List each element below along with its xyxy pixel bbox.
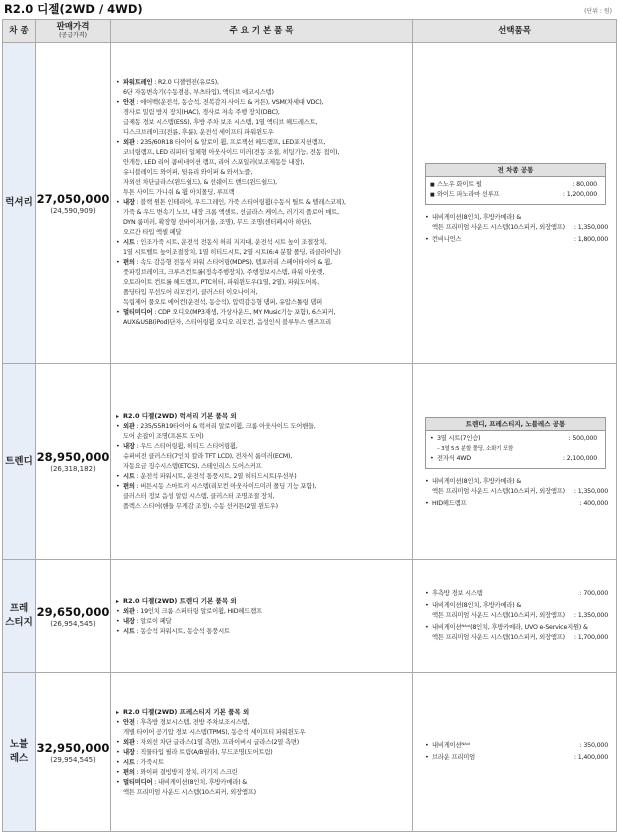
option-list bbox=[417, 589, 612, 643]
item-line bbox=[116, 607, 408, 617]
trim-name: 트렌디 bbox=[3, 364, 36, 560]
item-category: 시트 bbox=[123, 758, 135, 766]
option-label: ■ 와이드 파노라마 선루프 bbox=[437, 191, 500, 198]
item-continuation: 독립제어 풀오토 에어컨(운전석, 동승석), 압력감응형 댐퍼, 유압스톨링 댐퍼 bbox=[123, 299, 323, 306]
item-text: : 직물타입 필라 트림(A/B필라), 무드조명(도어트림) bbox=[134, 748, 273, 756]
item-text: : 후측방 경보시스템, 전방 주차보조시스템, bbox=[134, 718, 250, 726]
option-price: : 350,000 bbox=[579, 741, 608, 751]
trim-name-line: 스티지 bbox=[5, 617, 33, 628]
item-line bbox=[116, 308, 408, 318]
trim-name-line: 프레 bbox=[9, 603, 29, 614]
item-line bbox=[116, 138, 408, 148]
option-item bbox=[430, 180, 601, 190]
option-label: • 내비게이션(8인치, 후방카메라) & bbox=[432, 602, 522, 609]
header-options: 선택품목 bbox=[413, 20, 617, 43]
option-price: : 1,350,000 bbox=[574, 487, 608, 497]
item-continuation: 풋파킹브레이크, 크루즈컨트롤(정속주행장치), 주행정보시스템, 파워 아웃렛, bbox=[123, 269, 325, 276]
item-continuation: 경사로 밀림 방지 장치(HAC), 경사로 저속 주행 장치(DBC), bbox=[123, 109, 280, 116]
item-text: : 에어백(운전석, 동승석, 전복감지 사이드 & 커튼), VSM(차세대 VDC), bbox=[134, 99, 324, 106]
item-line bbox=[116, 718, 408, 728]
item-line bbox=[116, 617, 408, 627]
option-label: • 3열 시트(7인승) bbox=[437, 434, 481, 442]
trim-name-line: 노블 bbox=[9, 739, 29, 750]
basic-items-cell bbox=[111, 673, 413, 832]
option-item bbox=[425, 589, 612, 599]
item-category: 편의 bbox=[123, 483, 135, 490]
item-line bbox=[116, 768, 408, 778]
header-price-label: 판매가격 bbox=[56, 22, 90, 32]
option-item bbox=[430, 190, 601, 200]
option-price: : 2,100,000 bbox=[563, 454, 597, 464]
item-text: : 우드 스티어링휠, 히티드 스티어링휠, bbox=[134, 443, 238, 450]
basic-items-cell bbox=[111, 43, 413, 364]
item-continuation: 플렉스 스티어(핸들 무게감 조정), 수동 선커튼(2열 윈도우) bbox=[123, 503, 278, 510]
option-item bbox=[425, 487, 612, 497]
item-category: 외관 bbox=[123, 423, 135, 430]
item-category: 안전 bbox=[123, 718, 135, 726]
trim-name bbox=[3, 560, 36, 673]
options-cell bbox=[413, 673, 617, 832]
option-list bbox=[417, 477, 612, 509]
basic-items-cell bbox=[111, 364, 413, 560]
price-cell bbox=[36, 673, 111, 832]
option-label: • 내비게이션ᴺᴬᵛᴵ(8인치, 후방카메라, UVO e-Service지원) & bbox=[432, 624, 588, 631]
table-row bbox=[3, 560, 617, 673]
option-item bbox=[425, 477, 612, 487]
table-row bbox=[3, 364, 617, 560]
option-price: : 1,800,000 bbox=[574, 235, 608, 245]
sale-price: 27,050,000 bbox=[36, 191, 110, 206]
item-category: 내장 bbox=[123, 199, 135, 206]
option-price: : 700,000 bbox=[579, 589, 608, 599]
common-options-body bbox=[426, 431, 605, 468]
option-item bbox=[425, 601, 612, 611]
item-line bbox=[116, 198, 408, 208]
option-price: : 1,200,000 bbox=[563, 190, 597, 200]
trim-name: 럭셔리 bbox=[3, 43, 36, 364]
common-options-title: 트렌디, 프레스티지, 노블레스 공통 bbox=[426, 418, 605, 431]
item-text: : 235/55R19타이어 & 럭셔리 알로이휠, 크롬 아웃사이드 도어핸들, bbox=[134, 423, 316, 430]
item-text: : 동승석 파워시트, 동승석 통풍시트 bbox=[134, 627, 230, 635]
item-text: : 자외선 차단 글라스(1열 측면), 프라이버시 글라스(2열 측면) bbox=[134, 738, 299, 746]
option-price: : 1,350,000 bbox=[574, 611, 608, 621]
item-continuation: 유니블레이드 와이퍼, 뒷유리 와이퍼 & 와셔노즐, bbox=[123, 169, 253, 176]
price-table bbox=[2, 19, 617, 832]
options-cell bbox=[413, 43, 617, 364]
item-continuation: AUX&USB(iPod)단자, 스티어링휠 오디오 리모컨, 음성인식 블루투스 핸즈프리 bbox=[123, 319, 332, 326]
item-text: : 내비게이션(8인치, 후방카메라) & bbox=[152, 778, 247, 786]
item-continuation: DYN 룸미러, 확장형 선바이저(거울, 조명), 무드 조명(센터페시아 하단), bbox=[123, 219, 312, 226]
item-text: : 가죽시트 bbox=[134, 758, 164, 766]
common-options-box bbox=[425, 417, 606, 469]
option-label: 액튼 프리미엄 사운드 시스템(10스피커, 외장앰프) bbox=[432, 634, 565, 641]
supply-price: (29,954,545) bbox=[50, 755, 96, 764]
option-price: : 400,000 bbox=[579, 499, 608, 509]
option-item bbox=[425, 633, 612, 643]
item-continuation: 액튼 프리미엄 사운드 시스템(10스피커, 외장앰프) bbox=[123, 788, 256, 796]
table-header-row bbox=[3, 20, 617, 43]
item-line bbox=[116, 258, 408, 268]
item-continuation: 자외선 차단글라스(윈드쉴드), & 선쉐이드 밴드(윈드쉴드), bbox=[123, 179, 277, 186]
item-continuation: 코너링램프, LED 리피터 일체형 아웃사이드 미러(전동 조절, 히팅기능, 전동 접이), bbox=[123, 149, 340, 156]
header-trim: 차 종 bbox=[3, 20, 36, 43]
item-category: 편의 bbox=[123, 259, 135, 266]
item-line bbox=[116, 422, 408, 432]
item-line bbox=[116, 482, 408, 492]
page-title: R2.0 디젤(2WD / 4WD) bbox=[4, 2, 143, 16]
item-category: 내장 bbox=[123, 617, 135, 625]
item-line bbox=[116, 98, 408, 108]
header-price bbox=[36, 20, 111, 43]
option-item bbox=[425, 213, 612, 223]
item-category: 외관 bbox=[123, 738, 135, 746]
item-line bbox=[116, 778, 408, 788]
item-text: : 19인치 크롬 스퍼터링 알로이휠, HID헤드램프 bbox=[134, 607, 262, 615]
item-category: 안전 bbox=[123, 99, 135, 106]
option-label: 액튼 프리미엄 사운드 시스템(10스피커, 외장앰프) bbox=[432, 487, 565, 495]
option-label: • 내비게이션(8인치, 후방카메라) & bbox=[432, 477, 522, 485]
option-item bbox=[425, 611, 612, 621]
item-continuation: 개별 타이어 공기압 경보 시스템(TPMS), 동승석 세이프티 파워윈도우 bbox=[123, 728, 306, 736]
table-row bbox=[3, 43, 617, 364]
basic-items-cell bbox=[111, 560, 413, 673]
price-cell bbox=[36, 560, 111, 673]
items-heading: ▸ R2.0 디젤(2WD) 프레스티지 기본 품목 외 bbox=[116, 707, 408, 718]
item-category: 멀티미디어 bbox=[123, 309, 153, 316]
option-label: • 전자식 4WD bbox=[437, 454, 471, 462]
item-text: : 버튼시동 스마트키 시스템(리모컨 아웃사이드미러 폴딩 기능 포함), bbox=[134, 483, 317, 490]
option-label: • 브라운 프리미엄 bbox=[432, 754, 475, 761]
item-line bbox=[116, 238, 408, 248]
option-label: 액튼 프리미엄 사운드 시스템(10스피커, 외장앰프) bbox=[432, 612, 565, 619]
supply-price: (24,590,909) bbox=[50, 206, 96, 215]
sale-price: 28,950,000 bbox=[36, 450, 110, 464]
item-category: 파워트레인 bbox=[123, 79, 153, 86]
option-price: : 80,000 bbox=[572, 180, 597, 190]
option-item bbox=[425, 753, 612, 763]
option-item bbox=[430, 434, 601, 444]
item-category: 시트 bbox=[123, 627, 135, 635]
price-cell bbox=[36, 43, 111, 364]
option-price: : 1,700,000 bbox=[574, 633, 608, 643]
item-continuation: 폴딩타입 무선도어 리모컨키, 클러스터 이오나이저, bbox=[123, 289, 258, 296]
items-heading: ▸ R2.0 디젤(2WD) 트렌디 기본 품목 외 bbox=[116, 596, 408, 607]
option-label: • 내비게이션ᴺᴬᵛᴵ bbox=[432, 742, 471, 749]
item-continuation: 클러스터 정보 음성 알림 시스템, 클러스터 조명조절 장치, bbox=[123, 493, 275, 500]
item-continuation: 오르간 타입 액셀 페달 bbox=[123, 229, 182, 236]
option-item bbox=[425, 741, 612, 751]
item-category: 내장 bbox=[123, 443, 135, 450]
trim-name bbox=[3, 673, 36, 832]
item-category: 시트 bbox=[123, 473, 135, 480]
item-continuation: 급제동 경보 시스템(ESS), 후방 주차 보조 시스템, 1열 액티브 헤드레스트, bbox=[123, 119, 318, 126]
item-text: : 운전석 파워시트, 운전석 통풍시트, 2열 히티드시트(우선부) bbox=[134, 473, 297, 480]
option-list bbox=[417, 741, 612, 763]
common-options-body bbox=[426, 177, 605, 204]
common-options-title: 전 차종 공통 bbox=[426, 164, 605, 177]
item-continuation: 도어 손잡이 조명(프론트 도어) bbox=[123, 433, 204, 440]
item-category: 내장 bbox=[123, 748, 135, 756]
supply-price: (26,954,545) bbox=[50, 619, 96, 628]
options-cell bbox=[413, 364, 617, 560]
item-line bbox=[116, 627, 408, 637]
table-row bbox=[3, 673, 617, 832]
item-text: : 235/60R18 타이어 & 알로이 휠, 프로젝션 헤드램프, LED포지션램프, bbox=[134, 139, 326, 146]
item-category: 편의 bbox=[123, 768, 135, 776]
item-text: : 인조가죽 시트, 운전석 전동식 허리 지지대, 운전석 시트 높이 조절장치, bbox=[134, 239, 327, 246]
options-cell bbox=[413, 560, 617, 673]
option-label: • 후측방 경보 시스템 bbox=[432, 590, 483, 597]
item-category: 멀티미디어 bbox=[123, 778, 153, 786]
option-item bbox=[425, 223, 612, 233]
item-text: : CDP 오디오(MP3재생, 가상사운드, MY Music기능 포함), 6스피커, bbox=[152, 309, 336, 316]
option-label: ■ 스노우 화이트 펄 bbox=[437, 181, 482, 188]
item-continuation: 디스크브레이크(전륜, 후륜), 운전석 세이프티 파워윈도우 bbox=[123, 129, 274, 136]
option-list bbox=[417, 213, 612, 245]
option-price: : 1,350,000 bbox=[574, 223, 608, 233]
item-text: : 와이퍼 결빙방지 장치, 러기지 스크린 bbox=[134, 768, 238, 776]
item-category: 시트 bbox=[123, 239, 135, 246]
item-continuation: 가죽 & 우드 변속기 노브, 내장 크롬 액센트, 선글라스 케이스, 러기지 플로어 매트, bbox=[123, 209, 339, 216]
item-continuation: 안개등, LED 리어 콤비네이션 램프, 리어 스포일러(보조제동등 내장), bbox=[123, 159, 305, 166]
unit-label: (단위 : 원) bbox=[584, 8, 612, 15]
items-heading: ▸ R2.0 디젤(2WD) 럭셔리 기본 품목 외 bbox=[116, 411, 408, 422]
item-line bbox=[116, 78, 408, 88]
option-label: • 컨비니언스 bbox=[432, 236, 462, 243]
option-item bbox=[425, 235, 612, 245]
item-continuation: 슈퍼비전 클러스터(7인치 칼라 TFT LCD), 전자식 룸미러(ECM), bbox=[123, 453, 293, 460]
option-note: – 3열 5:5 분할 폴딩, 소화기 포함 bbox=[437, 445, 514, 452]
item-continuation: 투톤 사이드 가니쉬 & 휠 아치몰딩, 루프랙 bbox=[123, 189, 235, 196]
option-price: : 1,400,000 bbox=[574, 753, 608, 763]
item-continuation: 오토라이트 컨트롤 헤드램프, PTC히터, 파워윈도우(1열, 2열), 파워도어록, bbox=[123, 279, 319, 286]
item-line bbox=[116, 472, 408, 482]
trim-name-line: 레스 bbox=[9, 753, 29, 764]
header-price-sub: (공급가격) bbox=[59, 32, 87, 39]
item-line bbox=[116, 442, 408, 452]
option-price: : 500,000 bbox=[568, 434, 597, 444]
common-options-box bbox=[425, 163, 606, 205]
item-continuation: 1열 시트벨트 높이조절장치, 1열 히티드시트, 2열 시트(6:4 분할 폴딩, 리클라이닝) bbox=[123, 249, 341, 256]
price-cell bbox=[36, 364, 111, 560]
item-text: : 블랙 원톤 인테리어, 우드그레인, 가죽 스티어링휠(수동식 틸트 & 텔레스코픽), bbox=[134, 199, 346, 206]
supply-price: (26,318,182) bbox=[50, 465, 96, 473]
item-text: : 알로이 페달 bbox=[134, 617, 172, 625]
item-text: : 속도 감응형 전동식 파워 스티어링(MDPS), 템포러리 스페어타이어 & 휠, bbox=[134, 259, 332, 266]
sale-price: 29,650,000 bbox=[36, 604, 110, 619]
option-label: • 내비게이션(8인치, 후방카메라) & bbox=[432, 214, 522, 221]
item-continuation: 자동요금 징수시스템(ETCS), 스테인리스 도어스커프 bbox=[123, 463, 262, 470]
header-items: 주 요 기 본 품 목 bbox=[111, 20, 413, 43]
sale-price: 32,950,000 bbox=[36, 740, 110, 755]
item-category: 외관 bbox=[123, 139, 135, 146]
item-line bbox=[116, 748, 408, 758]
option-item bbox=[425, 623, 612, 633]
option-label: 액튼 프리미엄 사운드 시스템(10스피커, 외장앰프) bbox=[432, 224, 565, 231]
item-text: : R2.0 디젤엔진(유로5), bbox=[152, 79, 219, 86]
option-label: • HID헤드램프 bbox=[432, 499, 467, 507]
item-continuation: 6단 자동변속기(수동겸용, 부츠타입), 액티브 에코시스템) bbox=[123, 89, 274, 96]
option-item bbox=[425, 499, 612, 509]
item-category: 외관 bbox=[123, 607, 135, 615]
item-line bbox=[116, 758, 408, 768]
item-line bbox=[116, 738, 408, 748]
option-item bbox=[430, 454, 601, 464]
